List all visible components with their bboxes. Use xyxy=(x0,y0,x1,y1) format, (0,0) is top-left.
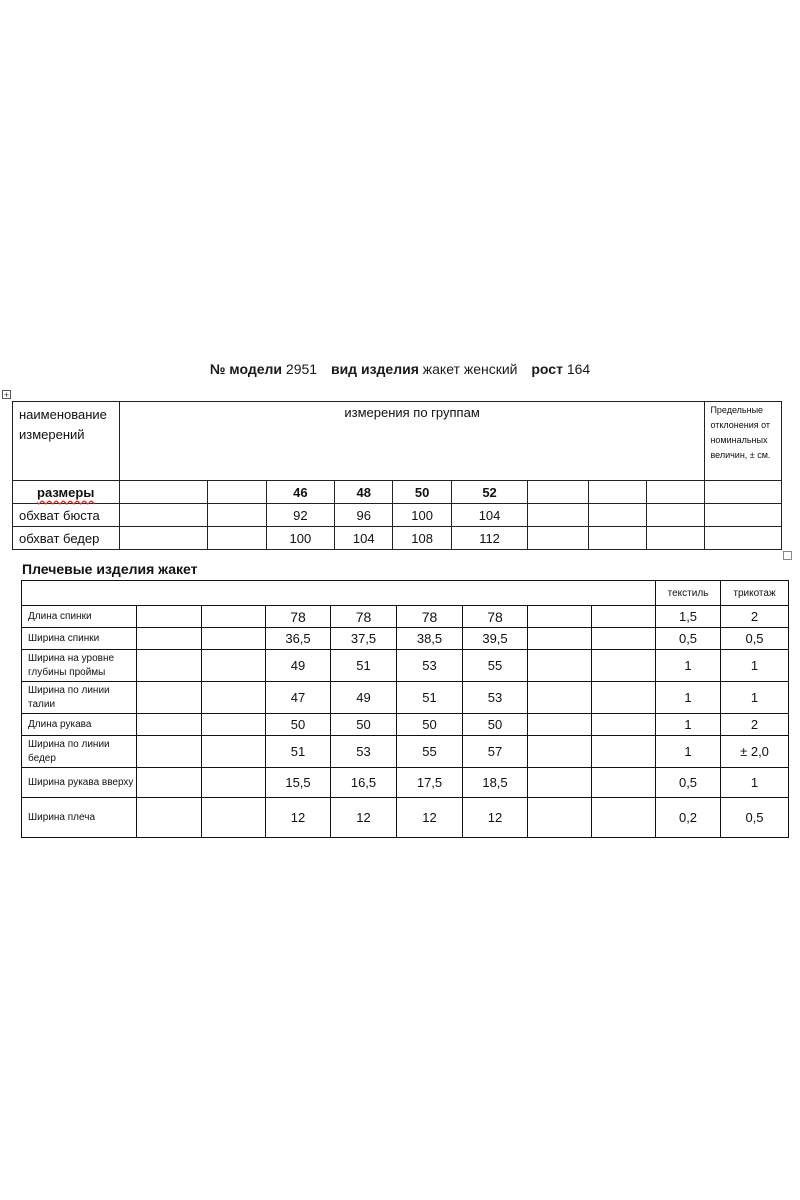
value-cell xyxy=(137,682,202,714)
deviation-header: Предельные отклонения от номинальных величин, ± см. xyxy=(705,402,782,481)
value-cell xyxy=(208,504,266,527)
value-cell xyxy=(137,736,202,768)
value-cell: 53 xyxy=(463,682,528,714)
value-cell xyxy=(592,768,656,798)
textile-cell: 1 xyxy=(656,736,721,768)
value-cell: 39,5 xyxy=(463,628,528,650)
value-cell xyxy=(528,798,592,838)
sizes-row xyxy=(13,481,782,504)
value-cell xyxy=(592,798,656,838)
knit-cell: 1 xyxy=(721,682,789,714)
size-cell xyxy=(528,481,588,504)
value-cell: 53 xyxy=(397,650,463,682)
value-cell: 12 xyxy=(331,798,397,838)
value-cell xyxy=(137,650,202,682)
table-row xyxy=(22,768,789,798)
value-cell: 55 xyxy=(397,736,463,768)
value-cell: 92 xyxy=(266,504,334,527)
value-cell: 12 xyxy=(463,798,528,838)
empty-header xyxy=(22,581,656,606)
value-cell xyxy=(202,736,266,768)
value-cell: 78 xyxy=(331,606,397,628)
textile-cell: 1,5 xyxy=(656,606,721,628)
row-label: Ширина по линии бедер xyxy=(22,736,137,768)
value-cell xyxy=(528,650,592,682)
value-cell xyxy=(202,606,266,628)
value-cell xyxy=(202,714,266,736)
value-cell xyxy=(647,527,705,550)
value-cell: 53 xyxy=(331,736,397,768)
value-cell xyxy=(208,527,266,550)
row-label: Длина спинки xyxy=(22,606,137,628)
table-row xyxy=(22,606,789,628)
size-cell: 52 xyxy=(451,481,527,504)
height-label: рост xyxy=(531,361,563,377)
value-cell xyxy=(202,682,266,714)
groups-header: измерения по группам xyxy=(119,402,705,481)
document-title xyxy=(0,361,800,377)
value-cell: 17,5 xyxy=(397,768,463,798)
row-label: Ширина спинки xyxy=(22,628,137,650)
table-row xyxy=(22,650,789,682)
row-label: обхват бюста xyxy=(13,504,120,527)
table-resize-handle-icon[interactable] xyxy=(783,551,792,560)
value-cell: 50 xyxy=(463,714,528,736)
table-row xyxy=(13,504,782,527)
measurements-table xyxy=(12,401,782,550)
size-cell xyxy=(208,481,266,504)
height-value: 164 xyxy=(566,361,591,377)
textile-header: текстиль xyxy=(656,581,721,606)
value-cell: 78 xyxy=(397,606,463,628)
size-cell xyxy=(119,481,208,504)
value-cell: 104 xyxy=(335,527,393,550)
value-cell: 100 xyxy=(266,527,334,550)
size-cell xyxy=(647,481,705,504)
value-cell xyxy=(202,768,266,798)
value-cell: 57 xyxy=(463,736,528,768)
textile-cell: 1 xyxy=(656,650,721,682)
value-cell xyxy=(588,504,646,527)
deviation-cell xyxy=(705,504,782,527)
size-cell: 46 xyxy=(266,481,334,504)
value-cell xyxy=(137,606,202,628)
value-cell: 51 xyxy=(266,736,331,768)
row-label: Ширина плеча xyxy=(22,798,137,838)
table-row xyxy=(22,628,789,650)
value-cell xyxy=(592,650,656,682)
value-cell: 78 xyxy=(266,606,331,628)
value-cell: 51 xyxy=(397,682,463,714)
value-cell: 16,5 xyxy=(331,768,397,798)
textile-cell: 1 xyxy=(656,714,721,736)
value-cell: 47 xyxy=(266,682,331,714)
table-row xyxy=(22,798,789,838)
value-cell xyxy=(588,527,646,550)
value-cell xyxy=(647,504,705,527)
value-cell xyxy=(137,768,202,798)
value-cell: 18,5 xyxy=(463,768,528,798)
value-cell xyxy=(528,714,592,736)
value-cell: 78 xyxy=(463,606,528,628)
value-cell xyxy=(202,628,266,650)
size-cell: 48 xyxy=(335,481,393,504)
knit-cell: 0,5 xyxy=(721,628,789,650)
value-cell xyxy=(528,606,592,628)
value-cell xyxy=(202,798,266,838)
value-cell xyxy=(592,628,656,650)
value-cell: 100 xyxy=(393,504,451,527)
table-row xyxy=(22,736,789,768)
value-cell: 50 xyxy=(397,714,463,736)
value-cell xyxy=(592,606,656,628)
value-cell xyxy=(528,682,592,714)
value-cell: 51 xyxy=(331,650,397,682)
table-move-handle-icon[interactable]: + xyxy=(3,390,10,400)
value-cell xyxy=(528,628,592,650)
knit-cell: 1 xyxy=(721,768,789,798)
table-row xyxy=(13,527,782,550)
row-label: Ширина по линии талии xyxy=(22,682,137,714)
value-cell: 96 xyxy=(335,504,393,527)
value-cell: 104 xyxy=(451,504,527,527)
row-label: Длина рукава xyxy=(22,714,137,736)
value-cell xyxy=(592,682,656,714)
value-cell: 37,5 xyxy=(331,628,397,650)
value-cell xyxy=(592,714,656,736)
knit-cell: 2 xyxy=(721,606,789,628)
model-value: 2951 xyxy=(285,361,318,377)
type-label: вид изделия xyxy=(330,361,419,377)
value-cell: 112 xyxy=(451,527,527,550)
knit-cell: 0,5 xyxy=(721,798,789,838)
value-cell: 50 xyxy=(266,714,331,736)
value-cell: 49 xyxy=(266,650,331,682)
value-cell: 38,5 xyxy=(397,628,463,650)
shoulder-products-table xyxy=(21,580,789,838)
value-cell: 49 xyxy=(331,682,397,714)
value-cell: 108 xyxy=(393,527,451,550)
value-cell xyxy=(137,714,202,736)
value-cell xyxy=(119,504,208,527)
textile-cell: 0,5 xyxy=(656,628,721,650)
value-cell: 55 xyxy=(463,650,528,682)
knit-cell: 2 xyxy=(721,714,789,736)
value-cell xyxy=(592,736,656,768)
row-label: обхват бедер xyxy=(13,527,120,550)
model-label: № модели xyxy=(209,361,283,377)
textile-cell: 1 xyxy=(656,682,721,714)
type-value: жакет женский xyxy=(422,361,518,377)
value-cell: 15,5 xyxy=(266,768,331,798)
textile-cell: 0,5 xyxy=(656,768,721,798)
section-title: Плечевые изделия жакет xyxy=(22,561,198,577)
value-cell xyxy=(137,798,202,838)
value-cell xyxy=(528,504,588,527)
table-row xyxy=(22,682,789,714)
name-header: наименование измерений xyxy=(13,402,120,481)
deviation-cell xyxy=(705,481,782,504)
size-cell: 50 xyxy=(393,481,451,504)
value-cell xyxy=(528,736,592,768)
row-label: Ширина на уровне глубины проймы xyxy=(22,650,137,682)
value-cell xyxy=(202,650,266,682)
value-cell xyxy=(119,527,208,550)
size-cell xyxy=(588,481,646,504)
table-row xyxy=(22,714,789,736)
sizes-label: размеры xyxy=(13,481,120,504)
knit-header: трикотаж xyxy=(721,581,789,606)
value-cell: 50 xyxy=(331,714,397,736)
value-cell: 12 xyxy=(266,798,331,838)
value-cell: 12 xyxy=(397,798,463,838)
value-cell xyxy=(528,768,592,798)
knit-cell: ± 2,0 xyxy=(721,736,789,768)
value-cell: 36,5 xyxy=(266,628,331,650)
value-cell xyxy=(137,628,202,650)
row-label: Ширина рукава вверху xyxy=(22,768,137,798)
knit-cell: 1 xyxy=(721,650,789,682)
deviation-cell xyxy=(705,527,782,550)
value-cell xyxy=(528,527,588,550)
textile-cell: 0,2 xyxy=(656,798,721,838)
